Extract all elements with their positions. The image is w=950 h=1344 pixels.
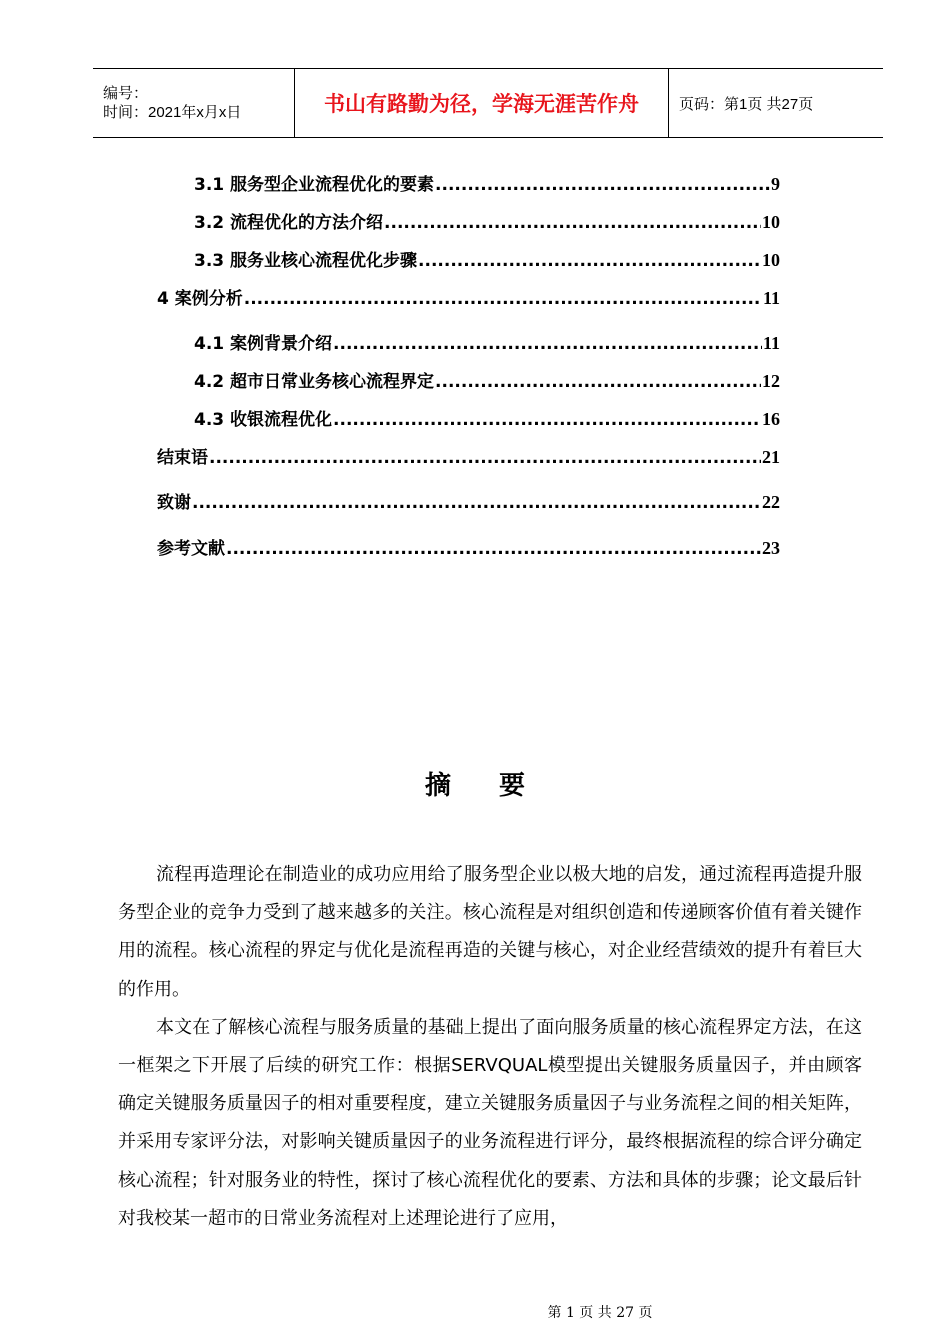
toc-entry-page: 10: [762, 212, 780, 232]
toc-entry[interactable]: [157, 534, 780, 559]
document-number-label: 编号：: [103, 85, 149, 102]
toc-entry-page: 11: [762, 288, 780, 308]
header-meta: [93, 69, 295, 137]
toc-entry-label: 3.1 服务型企业流程优化的要素: [194, 175, 435, 195]
abstract-paragraph: 本文在了解核心流程与服务质量的基础上提出了面向服务质量的核心流程界定方法，在这一框架之下开展了后续的研究工作：根据SERVQUAL模型提出关键服务质量因子，并由顾客确定关键服务质量因子的相对重要程度，建立关键服务质量因子与业务流程之间的相关矩阵，并采用专家评分法，对影响关键质量因子的业务流程进行评分，最终根据流程的综合评分确定核心流程；针对服务业的特性，探讨了核心流程优化的要素、方法和具体的步骤；论文最后针对我校某一超市的日常业务流程对上述理论进行了应用，: [118, 1016, 862, 1229]
toc-leader: [418, 251, 761, 271]
toc-entry-label: 3.2 流程优化的方法介绍: [194, 213, 384, 233]
toc-entry-label: 4.3 收银流程优化: [194, 410, 333, 430]
toc-entry-label: 3.3 服务业核心流程优化步骤: [194, 251, 418, 271]
toc-entry-page: 21: [762, 447, 780, 467]
toc-entry-page: 10: [762, 250, 780, 270]
toc-entry-page: 9: [771, 174, 780, 194]
motto-text: 书山有路勤为径，学海无涯苦作舟: [324, 92, 639, 116]
toc-entry[interactable]: [194, 246, 780, 271]
toc-entry[interactable]: [194, 367, 780, 392]
toc-entry[interactable]: [157, 284, 780, 309]
toc-entry-page: 11: [762, 333, 780, 353]
toc-entry[interactable]: [194, 208, 780, 233]
toc-leader: [435, 372, 761, 392]
toc-entry-page: 16: [762, 409, 780, 429]
toc-leader: [209, 448, 761, 468]
toc-entry-label: 参考文献: [157, 539, 225, 559]
toc-entry-label: 致谢: [157, 493, 191, 513]
header-page-info: [669, 69, 883, 137]
toc-entry[interactable]: [157, 488, 780, 513]
toc-leader: [384, 213, 761, 233]
toc-leader: [226, 539, 761, 559]
toc-leader: [435, 175, 770, 195]
page-footer: [0, 1302, 950, 1322]
toc-leader: [244, 289, 762, 309]
abstract-paragraph: 流程再造理论在制造业的成功应用给了服务型企业以极大地的启发，通过流程再造提升服务型企业的竞争力受到了越来越多的关注。核心流程是对组织创造和传递顾客价值有着关键作用的流程。核心流程的界定与优化是流程再造的关键与核心，对企业经营绩效的提升有着巨大的作用。: [118, 864, 862, 1000]
toc-leader: [333, 410, 761, 430]
page-info-text: 页码：第1页 共27页: [679, 95, 814, 113]
toc-entry-label: 4.1 案例背景介绍: [194, 334, 333, 354]
toc-entry[interactable]: [194, 329, 780, 354]
toc-entry[interactable]: [157, 443, 780, 468]
abstract-heading-char: 摘: [424, 771, 451, 801]
toc-entry[interactable]: [194, 405, 780, 430]
abstract-heading-char: 要: [499, 771, 526, 801]
abstract-heading: [0, 765, 950, 802]
toc-entry[interactable]: [194, 170, 780, 195]
footer-page-number: 第 1 页 共 27 页: [547, 1305, 653, 1321]
toc-entry-label: 4 案例分析: [157, 289, 243, 309]
page-header: [93, 68, 883, 138]
toc-entry-page: 22: [762, 492, 780, 512]
document-time: 时间：2021年x月x日: [103, 104, 242, 121]
toc-leader: [192, 493, 761, 513]
toc-entry-page: 12: [762, 371, 780, 391]
toc-entry-label: 结束语: [157, 448, 208, 468]
toc-leader: [333, 334, 762, 354]
header-motto: [295, 69, 669, 137]
toc-entry-page: 23: [762, 538, 780, 558]
toc-entry-label: 4.2 超市日常业务核心流程界定: [194, 372, 435, 392]
abstract-body: [118, 856, 862, 1238]
